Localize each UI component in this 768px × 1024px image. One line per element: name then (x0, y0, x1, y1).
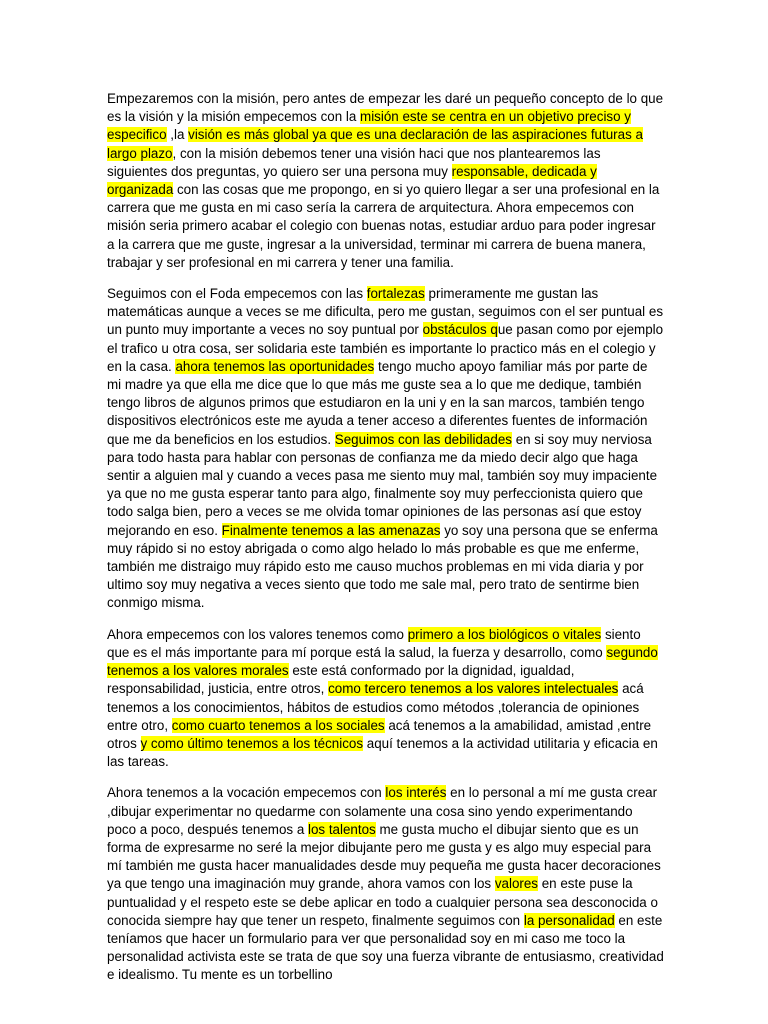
text-run: Seguimos con el Foda empecemos con las (107, 286, 367, 302)
paragraph-vocacion (107, 784, 664, 984)
highlighted-text: fortalezas (366, 286, 425, 302)
text-run: yo soy una persona que se enferma muy rápido si no estoy abrigada o como algo helado lo más probable es que me enferme, también me distraigo muy rápido esto me causo muchos problemas en mi vida diaria y por ultimo soy muy negativa a veces siento que todo me sale mal, pero trato de sentirme bien conmigo misma. (107, 522, 658, 611)
highlighted-text: visión es más global ya que es una declaración de las aspiraciones futuras a largo plazo (107, 127, 643, 161)
text-run: con las cosas que me propongo, en si yo quiero llegar a ser una profesional en la carrera que me gusta en mi caso sería la carrera de arquitectura. Ahora empecemos con misión seria primero acabar el colegio con buenas notas, estudiar arduo para poder ingresar a la carrera que me guste, ingresar a la universidad, terminar mi carrera de buena manera, trabajar y ser profesional en mi carrera y tener una familia. (107, 182, 660, 270)
highlighted-text: valores (494, 876, 538, 892)
text-run: Ahora empecemos con los valores tenemos como (107, 626, 408, 642)
text-run: acá tenemos a los conocimientos, hábitos de estudios como métodos ,tolerancia de opiniones entre otro, (107, 681, 644, 733)
highlighted-text: los interés (385, 785, 447, 801)
text-run: primeramente me gustan las matemáticas aunque a veces se me dificulta, pero me gustan, seguimos con el ser puntual es un punto muy importante a veces no soy puntual por (107, 286, 664, 338)
highlighted-text: la personalidad (523, 912, 615, 928)
text-run: ue pasan como por ejemplo el trafico u otra cosa, ser solidaria este también es importante lo practico más en el colegio y en la casa. (107, 322, 664, 374)
text-run: ,la (166, 127, 189, 143)
text-run: Ahora tenemos a la vocación empecemos con (107, 785, 386, 801)
highlighted-text: primero a los biológicos o vitales (407, 626, 602, 642)
text-run: en si soy muy nerviosa para todo hasta para hablar con personas de confianza me da miedo decir algo que haga sentir a alguien mal y cuando a veces pasa me siento muy mal, también soy muy impaciente ya que no me gusta esperar tanto para algo, finalmente soy muy perfeccionista quiero que todo salga bien, pero a veces se me olvida tomar opiniones de las personas así que estoy mejorando en eso. (107, 431, 658, 538)
text-run: , con la misión debemos tener una visión haci que nos plantearemos las siguientes dos preguntas, yo quiero ser una persona muy (107, 145, 601, 179)
highlighted-text: responsable, dedicada y organizada (107, 163, 597, 198)
highlighted-text: los talentos (308, 821, 376, 837)
highlighted-text: Finalmente tenemos a las amenazas (221, 522, 441, 538)
text-run: este está conformado por la dignidad, igualdad, responsabilidad, justicia, entre otros, (107, 663, 575, 697)
highlighted-text: como tercero tenemos a los valores intelectuales (328, 681, 619, 697)
text-run: Empezaremos con la misión, pero antes de empezar les daré un pequeño concepto de lo que es la visión y la misión empecemos con la (107, 91, 664, 125)
highlighted-text: ahora tenemos las oportunidades (175, 358, 375, 374)
text-run: aquí tenemos a la actividad utilitaria y eficacia en las tareas. (107, 735, 658, 770)
highlighted-text: misión este se centra en un objetivo preciso y especifico (107, 109, 631, 143)
text-run: siento que es el más importante para mí porque está la salud, la fuerza y desarrollo, como (107, 626, 641, 660)
text-run: en este teníamos que hacer un formulario para ver que personalidad soy en mi caso me toco la personalidad activista este se trata de que soy una fuerza vibrante de entusiasmo, creatividad e idealismo. Tu mente es un torbellino (107, 912, 664, 983)
text-run: me gusta mucho el dibujar siento que es un forma de expresarme no seré la mejor dibujante pero me gusta y es algo muy especial para mí también me gusta hacer manualidades desde muy pequeña me gusta hacer decoraciones ya que tengo una imaginación muy grande, ahora vamos con los (107, 821, 661, 892)
highlighted-text: Seguimos con las debilidades (334, 431, 512, 447)
text-run: en lo personal a mí me gusta crear ,dibujar experimentar no quedarme con solamente una cosa sino yendo experimentando poco a poco, después tenemos a (107, 785, 658, 837)
highlighted-text: segundo tenemos a los valores morales (107, 644, 658, 679)
paragraph-foda (107, 285, 664, 613)
paragraph-mision-vision (107, 90, 664, 272)
text-run: acá tenemos a la amabilidad, amistad ,entre otros (107, 717, 652, 751)
paragraph-valores (107, 626, 664, 772)
highlighted-text: como cuarto tenemos a los sociales (171, 717, 385, 733)
highlighted-text: y como último tenemos a los técnicos (140, 735, 364, 751)
highlighted-text: obstáculos q (422, 322, 498, 338)
text-run: en este puse la puntualidad y el respeto este se debe aplicar en todo a cualquier persona sea desconocida o conocida siempre hay que tener un respeto, finalmente seguimos con (107, 876, 658, 928)
text-run: tengo mucho apoyo familiar más por parte de mi madre ya que ella me dice que lo que más me guste sea a lo que me dedique, también tengo libros de algunos primos que estudiaron en la uni y en la san marcos, también tengo dispositivos electrónicos este me ayuda a tener acceso a diferentes fuentes de información que me da beneficios en los estudios. (107, 358, 648, 447)
